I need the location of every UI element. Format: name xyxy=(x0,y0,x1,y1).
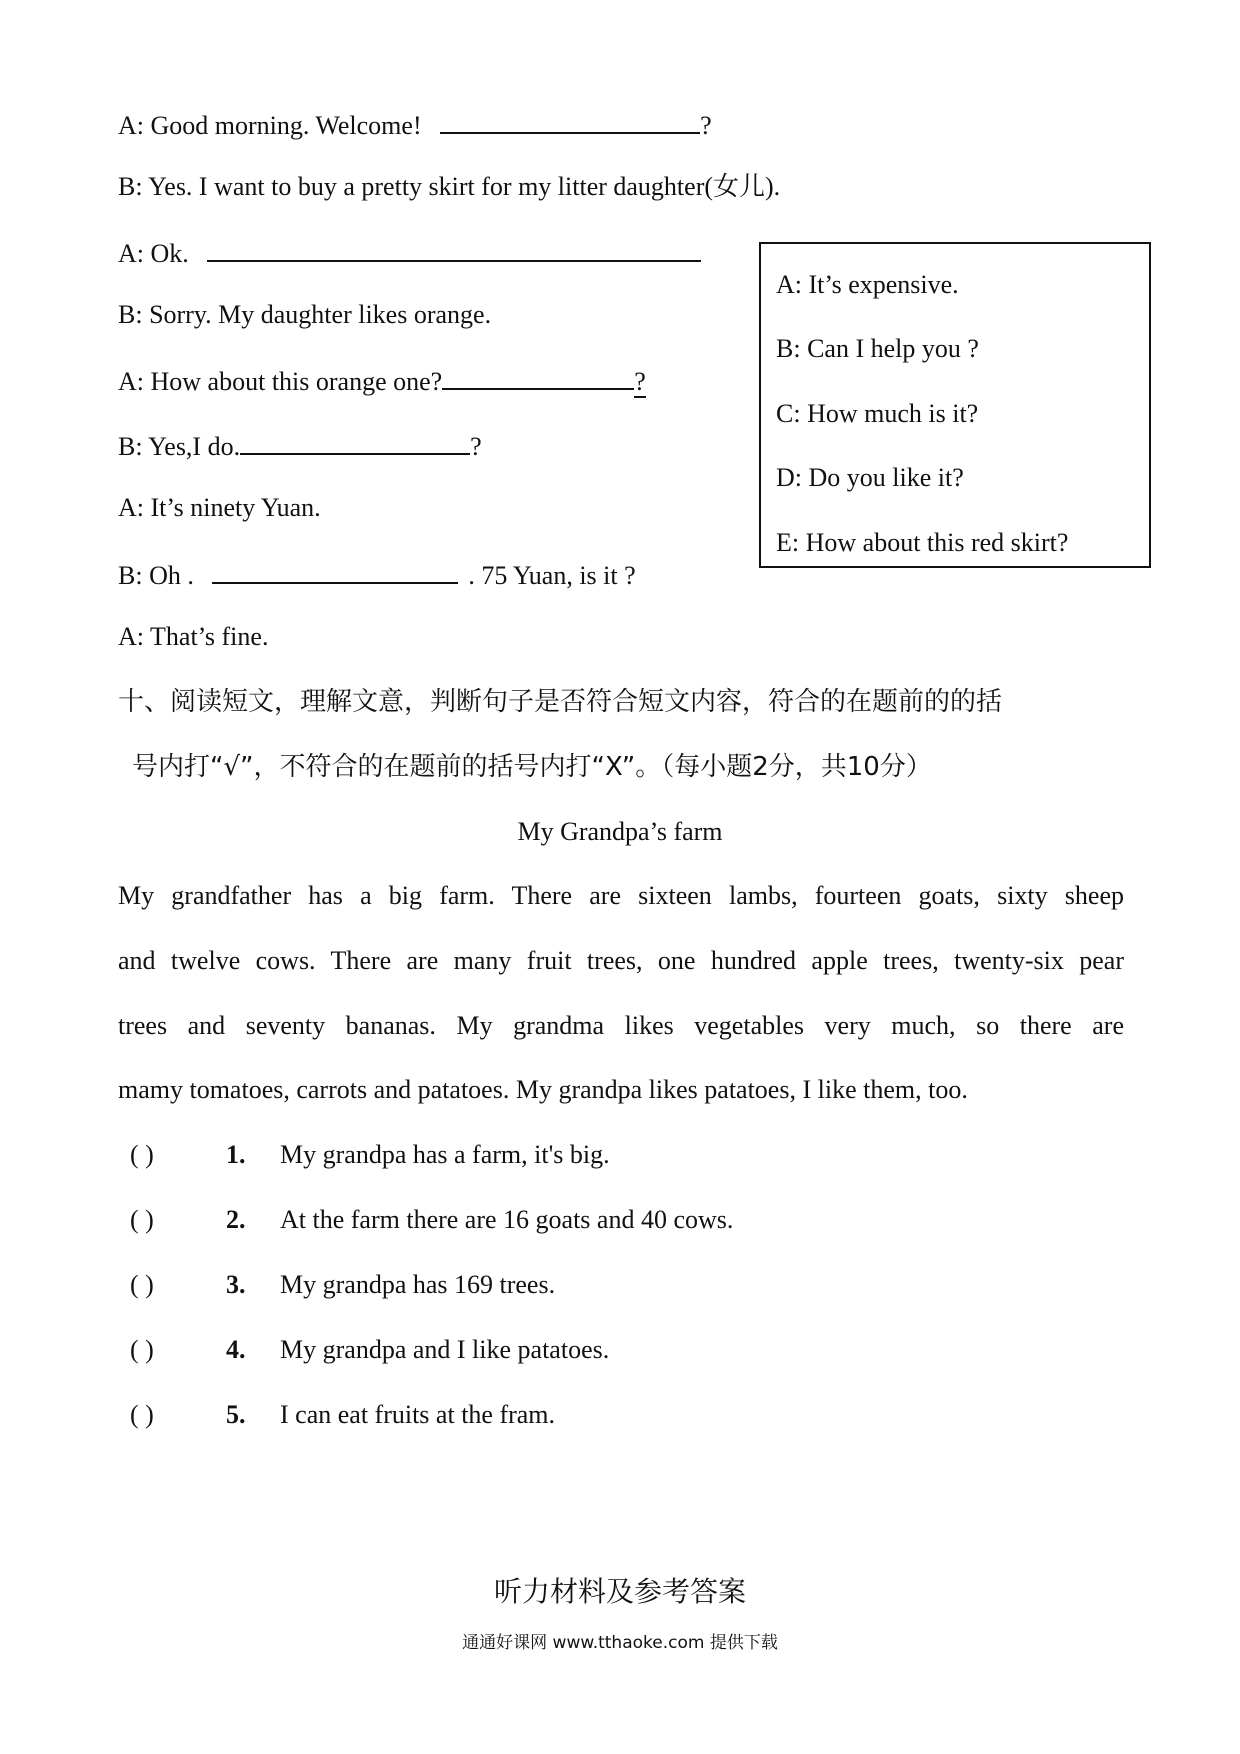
dialogue-line-3 xyxy=(118,234,701,271)
option-b: B: Can I help you ? xyxy=(776,334,979,363)
question-text: At the farm there are 16 goats and 40 cows. xyxy=(280,1205,734,1234)
answer-paren[interactable]: ( ) xyxy=(130,1270,154,1299)
passage-line-2: and twelve cows. There are many fruit trees, one hundred apple trees, twenty-six pear xyxy=(118,946,1124,975)
dialogue-text: A: It’s ninety Yuan. xyxy=(118,493,321,522)
option-d: D: Do you like it? xyxy=(776,463,964,492)
question-text: My grandpa has 169 trees. xyxy=(280,1270,556,1299)
answer-paren[interactable]: ( ) xyxy=(130,1205,154,1234)
dialogue-line-4 xyxy=(118,298,491,332)
options-box xyxy=(759,242,1151,568)
dialogue-text: B: Sorry. My daughter likes orange. xyxy=(118,300,492,329)
dialogue-text: A: That’s fine. xyxy=(118,622,269,651)
question-number: 2. xyxy=(226,1205,246,1234)
answer-paren[interactable]: ( ) xyxy=(130,1335,154,1364)
dialogue-text: A: Ok. xyxy=(118,239,189,268)
dialogue-text: B: Yes. I want to buy a pretty skirt for my litter daughter(女儿). xyxy=(118,172,781,201)
answer-paren[interactable]: ( ) xyxy=(130,1140,154,1169)
dialogue-text: ? xyxy=(700,111,712,140)
answer-paren[interactable]: ( ) xyxy=(130,1400,154,1429)
dialogue-line-1 xyxy=(118,106,712,143)
question-text: I can eat fruits at the fram. xyxy=(280,1400,556,1429)
dialogue-text: ? xyxy=(634,367,646,396)
passage-line-4: mamy tomatoes, carrots and patatoes. My grandpa likes patatoes, I like them, too. xyxy=(118,1075,968,1104)
question-4[interactable] xyxy=(130,1333,609,1367)
passage-line-1: My grandfather has a big farm. There are sixteen lambs, fourteen goats, sixty sheep xyxy=(118,881,1124,910)
dialogue-text: A: How about this orange one? xyxy=(118,367,443,396)
question-number: 5. xyxy=(226,1400,246,1429)
dialogue-text: . 75 Yuan, is it ? xyxy=(468,561,636,590)
passage-title: My Grandpa’s farm xyxy=(517,817,723,846)
source-footer: 通通好课网 www.tthaoke.com 提供下载 xyxy=(462,1633,778,1653)
question-text: My grandpa and I like patatoes. xyxy=(280,1335,610,1364)
answer-blank[interactable] xyxy=(240,427,470,455)
answer-blank[interactable] xyxy=(212,556,458,584)
option-c: C: How much is it? xyxy=(776,399,979,428)
question-1[interactable] xyxy=(130,1138,610,1172)
dialogue-text: A: Good morning. Welcome! xyxy=(118,111,422,140)
answer-blank[interactable] xyxy=(442,362,634,390)
answer-blank[interactable] xyxy=(440,106,700,134)
dialogue-line-2 xyxy=(118,170,780,204)
question-number: 3. xyxy=(226,1270,246,1299)
dialogue-line-8 xyxy=(118,556,636,593)
option-a: A: It’s expensive. xyxy=(776,270,959,299)
dialogue-text: B: Oh . xyxy=(118,561,194,590)
question-text: My grandpa has a farm, it's big. xyxy=(280,1140,610,1169)
section-10-instruction-line-1: 十、阅读短文，理解文意，判断句子是否符合短文内容，符合的在题前的的括 xyxy=(118,687,1003,717)
dialogue-line-6 xyxy=(118,427,482,464)
dialogue-line-9 xyxy=(118,620,268,654)
question-number: 1. xyxy=(226,1140,246,1169)
section-10-instruction-line-2: 号内打“√”，不符合的在题前的括号内打“X”。（每小题2分，共10分） xyxy=(132,752,932,782)
option-e: E: How about this red skirt? xyxy=(776,528,1069,557)
dialogue-text: B: Yes,I do. xyxy=(118,432,241,461)
question-3[interactable] xyxy=(130,1268,555,1302)
question-2[interactable] xyxy=(130,1203,733,1237)
dialogue-line-5 xyxy=(118,362,646,399)
dialogue-text: ? xyxy=(470,432,482,461)
question-number: 4. xyxy=(226,1335,246,1364)
dialogue-line-7 xyxy=(118,491,321,525)
passage-line-3: trees and seventy bananas. My grandma likes vegetables very much, so there are xyxy=(118,1011,1124,1040)
answer-blank[interactable] xyxy=(207,234,701,262)
question-5[interactable] xyxy=(130,1398,555,1432)
answer-section-heading: 听力材料及参考答案 xyxy=(493,1575,746,1608)
